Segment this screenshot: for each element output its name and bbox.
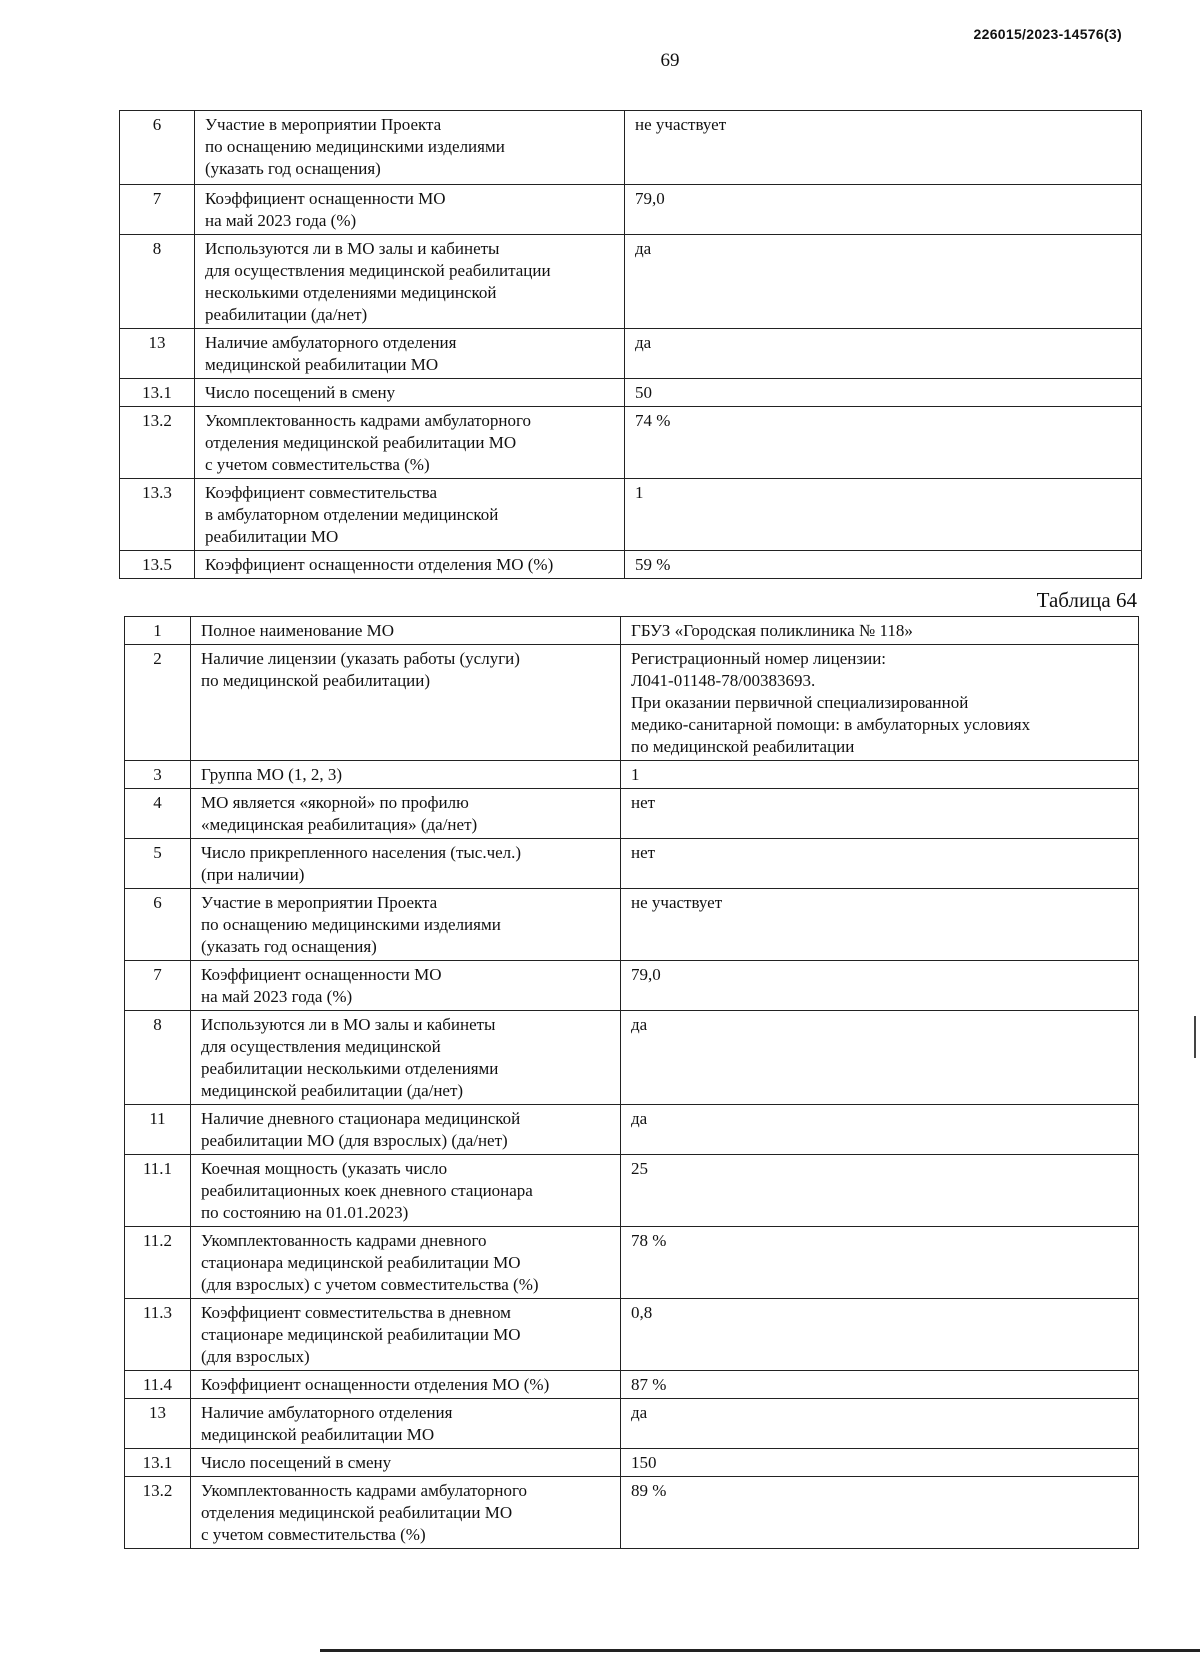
row-value: 150 bbox=[621, 1449, 1139, 1477]
row-value: 25 bbox=[621, 1155, 1139, 1227]
row-label: Наличие амбулаторного отделения медицинской реабилитации МО bbox=[191, 1399, 621, 1449]
page-number: 69 bbox=[660, 50, 680, 71]
row-value: Регистрационный номер лицензии: Л041-01148-78/00383693. При оказании первичной специализированной медико-санитарной помощи: в амбулаторных условиях по медицинской реабилитации bbox=[621, 645, 1139, 761]
row-number: 13.1 bbox=[120, 379, 195, 407]
row-label: Участие в мероприятии Проекта по оснащению медицинскими изделиями (указать год оснащения) bbox=[195, 111, 625, 185]
row-number: 13.2 bbox=[120, 407, 195, 479]
table-row bbox=[125, 1299, 1139, 1371]
table-row bbox=[120, 111, 1142, 185]
row-number: 11 bbox=[125, 1105, 191, 1155]
row-label: Коечная мощность (указать число реабилитационных коек дневного стационара по состоянию на 01.01.2023) bbox=[191, 1155, 621, 1227]
row-label: Полное наименование МО bbox=[191, 617, 621, 645]
table-row bbox=[125, 1227, 1139, 1299]
table-row bbox=[125, 1399, 1139, 1449]
row-value: да bbox=[625, 235, 1142, 329]
row-value: 0,8 bbox=[621, 1299, 1139, 1371]
row-value: 89 % bbox=[621, 1477, 1139, 1549]
table-row bbox=[120, 407, 1142, 479]
row-label: Используются ли в МО залы и кабинеты для осуществления медицинской реабилитации несколькими отделениями медицинской реабилитации (да/нет) bbox=[191, 1011, 621, 1105]
table-row bbox=[125, 1011, 1139, 1105]
bottom-rule bbox=[320, 1649, 1200, 1652]
row-value: 79,0 bbox=[621, 961, 1139, 1011]
row-value: да bbox=[621, 1011, 1139, 1105]
row-value: 74 % bbox=[625, 407, 1142, 479]
table-64 bbox=[124, 616, 1139, 1549]
row-number: 5 bbox=[125, 839, 191, 889]
table-caption: Таблица 64 bbox=[1036, 588, 1137, 612]
row-number: 13.5 bbox=[120, 551, 195, 579]
row-value: 87 % bbox=[621, 1371, 1139, 1399]
row-value: да bbox=[621, 1105, 1139, 1155]
row-number: 8 bbox=[125, 1011, 191, 1105]
table-row bbox=[120, 235, 1142, 329]
row-number: 11.4 bbox=[125, 1371, 191, 1399]
table-row bbox=[125, 617, 1139, 645]
row-value: да bbox=[625, 329, 1142, 379]
row-label: Используются ли в МО залы и кабинеты для осуществления медицинской реабилитации несколькими отделениями медицинской реабилитации (да/нет) bbox=[195, 235, 625, 329]
row-number: 6 bbox=[125, 889, 191, 961]
row-number: 11.2 bbox=[125, 1227, 191, 1299]
row-value: нет bbox=[621, 839, 1139, 889]
row-value: 1 bbox=[621, 761, 1139, 789]
scan-edge-mark bbox=[1194, 1016, 1196, 1058]
table-row bbox=[125, 961, 1139, 1011]
row-number: 13.1 bbox=[125, 1449, 191, 1477]
row-label: Коэффициент оснащенности МО на май 2023 года (%) bbox=[195, 185, 625, 235]
row-label: Участие в мероприятии Проекта по оснащению медицинскими изделиями (указать год оснащения) bbox=[191, 889, 621, 961]
row-value: 59 % bbox=[625, 551, 1142, 579]
table-row bbox=[120, 379, 1142, 407]
row-label: Число посещений в смену bbox=[191, 1449, 621, 1477]
table-row bbox=[125, 789, 1139, 839]
row-value: 1 bbox=[625, 479, 1142, 551]
row-label: Наличие амбулаторного отделения медицинской реабилитации МО bbox=[195, 329, 625, 379]
row-number: 13 bbox=[120, 329, 195, 379]
row-label: Коэффициент оснащенности отделения МО (%) bbox=[191, 1371, 621, 1399]
row-label: Коэффициент совместительства в дневном стационаре медицинской реабилитации МО (для взрослых) bbox=[191, 1299, 621, 1371]
row-label: Коэффициент совместительства в амбулаторном отделении медицинской реабилитации МО bbox=[195, 479, 625, 551]
row-value: 50 bbox=[625, 379, 1142, 407]
table-row bbox=[125, 839, 1139, 889]
document-id: 226015/2023-14576(3) bbox=[973, 26, 1122, 42]
row-number: 7 bbox=[120, 185, 195, 235]
row-value: да bbox=[621, 1399, 1139, 1449]
row-value: нет bbox=[621, 789, 1139, 839]
row-value: 79,0 bbox=[625, 185, 1142, 235]
row-number: 3 bbox=[125, 761, 191, 789]
row-label: Укомплектованность кадрами амбулаторного отделения медицинской реабилитации МО с учетом совместительства (%) bbox=[191, 1477, 621, 1549]
row-number: 13.2 bbox=[125, 1477, 191, 1549]
row-label: Укомплектованность кадрами амбулаторного отделения медицинской реабилитации МО с учетом совместительства (%) bbox=[195, 407, 625, 479]
row-number: 1 bbox=[125, 617, 191, 645]
table-row bbox=[120, 551, 1142, 579]
table-row bbox=[125, 889, 1139, 961]
row-label: Коэффициент оснащенности отделения МО (%) bbox=[195, 551, 625, 579]
row-number: 11.3 bbox=[125, 1299, 191, 1371]
table-row bbox=[125, 1105, 1139, 1155]
row-label: Коэффициент оснащенности МО на май 2023 года (%) bbox=[191, 961, 621, 1011]
row-number: 7 bbox=[125, 961, 191, 1011]
row-label: Наличие лицензии (указать работы (услуги) по медицинской реабилитации) bbox=[191, 645, 621, 761]
table-row bbox=[125, 1155, 1139, 1227]
row-number: 6 bbox=[120, 111, 195, 185]
table-row bbox=[120, 185, 1142, 235]
row-label: МО является «якорной» по профилю «медицинская реабилитация» (да/нет) bbox=[191, 789, 621, 839]
table-row bbox=[125, 1449, 1139, 1477]
table-row bbox=[120, 479, 1142, 551]
row-value: ГБУЗ «Городская поликлиника № 118» bbox=[621, 617, 1139, 645]
table-row bbox=[120, 329, 1142, 379]
row-label: Группа МО (1, 2, 3) bbox=[191, 761, 621, 789]
row-value: не участвует bbox=[621, 889, 1139, 961]
row-number: 13 bbox=[125, 1399, 191, 1449]
table-row bbox=[125, 761, 1139, 789]
table-continued bbox=[119, 110, 1142, 579]
row-value: не участвует bbox=[625, 111, 1142, 185]
table-row bbox=[125, 645, 1139, 761]
table-row bbox=[125, 1477, 1139, 1549]
row-number: 2 bbox=[125, 645, 191, 761]
row-number: 8 bbox=[120, 235, 195, 329]
row-value: 78 % bbox=[621, 1227, 1139, 1299]
table-row bbox=[125, 1371, 1139, 1399]
row-number: 11.1 bbox=[125, 1155, 191, 1227]
row-label: Укомплектованность кадрами дневного стационара медицинской реабилитации МО (для взрослых) с учетом совместительства (%) bbox=[191, 1227, 621, 1299]
row-number: 4 bbox=[125, 789, 191, 839]
row-number: 13.3 bbox=[120, 479, 195, 551]
row-label: Число прикрепленного населения (тыс.чел.) (при наличии) bbox=[191, 839, 621, 889]
row-label: Наличие дневного стационара медицинской реабилитации МО (для взрослых) (да/нет) bbox=[191, 1105, 621, 1155]
row-label: Число посещений в смену bbox=[195, 379, 625, 407]
